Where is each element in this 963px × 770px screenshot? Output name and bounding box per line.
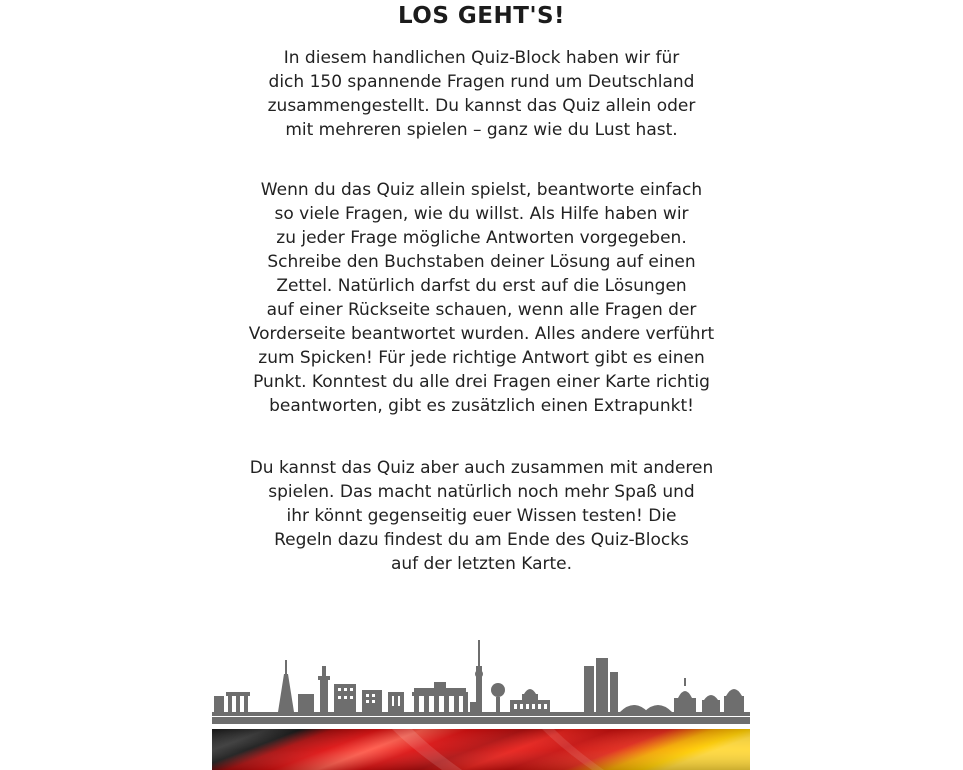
- text-line: zum Spicken! Für jede richtige Antwort gibt es einen: [258, 348, 705, 368]
- text-line: dich 150 spannende Fragen rund um Deutschland: [268, 72, 695, 92]
- text-line: beantworten, gibt es zusätzlich einen Extrapunkt!: [269, 396, 694, 416]
- berlin-skyline-icon: [212, 636, 750, 726]
- intro-paragraph: [0, 46, 963, 142]
- text-line: Wenn du das Quiz allein spielst, beantworte einfach: [260, 180, 703, 200]
- page-title: LOS GEHT'S!: [397, 3, 566, 29]
- text-line: auf einer Rückseite schauen, wenn alle Fragen der: [266, 300, 697, 320]
- text-line: Regeln dazu findest du am Ende des Quiz-Blocks: [274, 530, 689, 550]
- text-line: Schreibe den Buchstaben deiner Lösung auf einen: [267, 252, 696, 272]
- text-line: Du kannst das Quiz aber auch zusammen mit anderen: [249, 458, 714, 478]
- text-line: Vorderseite beantwortet wurden. Alles andere verführt: [248, 324, 715, 344]
- text-line: In diesem handlichen Quiz-Block haben wir für: [283, 48, 680, 68]
- german-flag-icon: [212, 729, 750, 770]
- text-line: Punkt. Konntest du alle drei Fragen einer Karte richtig: [253, 372, 710, 392]
- solo-play-paragraph: [0, 178, 963, 418]
- text-line: spielen. Das macht natürlich noch mehr Spaß und: [268, 482, 695, 502]
- text-line: mit mehreren spielen – ganz wie du Lust hast.: [285, 120, 678, 140]
- group-play-paragraph: [0, 456, 963, 576]
- text-line: ihr könnt gegenseitig euer Wissen testen! Die: [286, 506, 677, 526]
- text-line: zu jeder Frage mögliche Antworten vorgegeben.: [276, 228, 687, 248]
- text-line: auf der letzten Karte.: [390, 554, 573, 574]
- text-line: so viele Fragen, wie du willst. Als Hilfe haben wir: [274, 204, 689, 224]
- text-line: zusammengestellt. Du kannst das Quiz allein oder: [267, 96, 696, 116]
- text-line: Zettel. Natürlich darfst du erst auf die Lösungen: [276, 276, 687, 296]
